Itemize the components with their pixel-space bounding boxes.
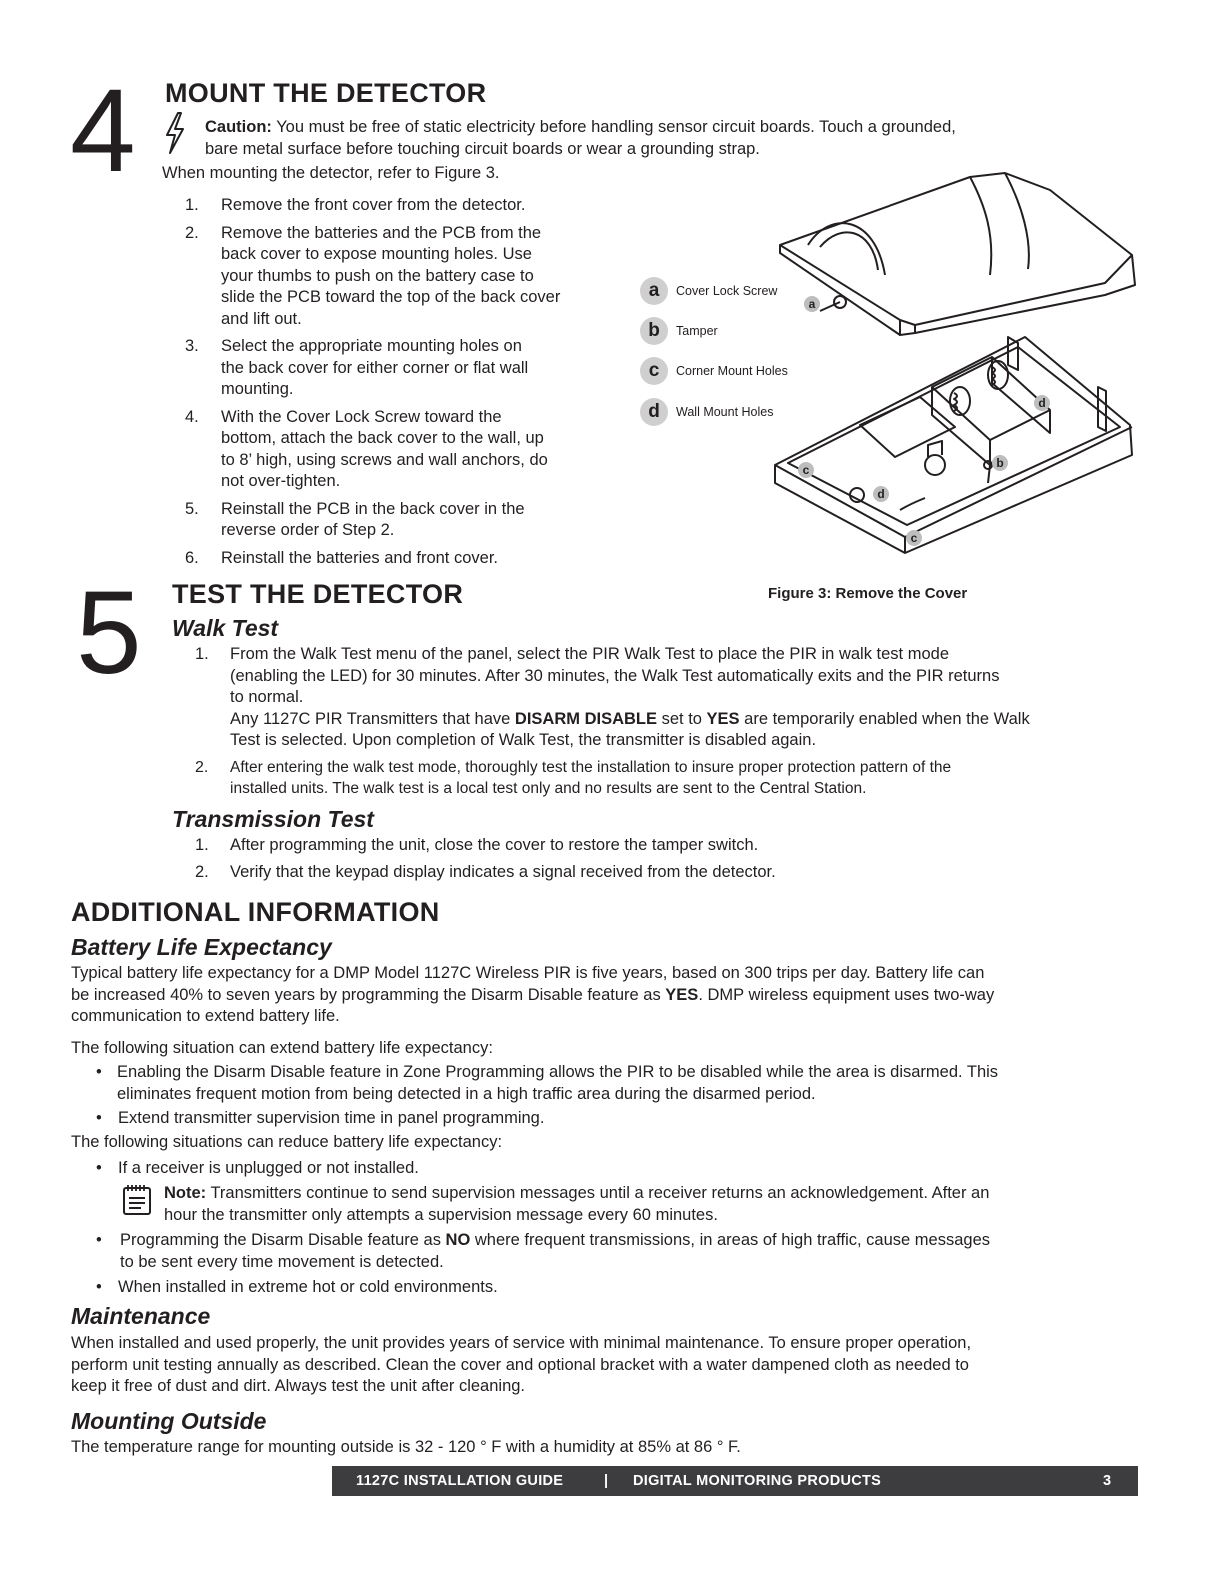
callout-letter-b: b [640, 317, 668, 345]
caution-text: Caution: You must be free of static electricity before handling sensor circuit boards. Touch a grounded, bare metal surface before touching circuit boards or wear a grounding strap. [205, 118, 956, 158]
subsection-maintenance: Maintenance [71, 1303, 211, 1329]
section-number-4: 4 [70, 65, 136, 197]
mount-steps-list [185, 195, 625, 569]
lightning-bolt-icon [162, 111, 188, 160]
note-icon [122, 1184, 152, 1221]
callout-label-a: Cover Lock Screw [676, 284, 778, 298]
list-item: • Enabling the Disarm Disable feature in Zone Programming allows the PIR to be disabled while the area is disarmed. This eliminates frequent motion from being detected in a high traffic area during the disarmed period. [96, 1063, 999, 1103]
mounting-outside-text: The temperature range for mounting outside is 32 - 120 ° F with a humidity at 85% at 86 ° F. [71, 1438, 741, 1456]
subsection-transmission-test: Transmission Test [172, 806, 374, 832]
callout-letter-d: d [640, 398, 668, 426]
callout-label-c: Corner Mount Holes [676, 364, 788, 378]
note-text: Note: Transmitters continue to send supervision messages until a receiver returns an acknowledgement. After an hour the transmitter only attempts a supervision message every 60 minutes. [164, 1184, 990, 1224]
page-footer [332, 1466, 1138, 1496]
list-item: • If a receiver is unplugged or not installed. [96, 1159, 419, 1177]
transmission-item-2: 2. Verify that the keypad display indicates a signal received from the detector. [195, 863, 776, 881]
subsection-battery-life: Battery Life Expectancy [71, 934, 332, 960]
list-item: 6. Reinstall the batteries and front cover. [185, 548, 498, 567]
reduce-bullets-2 [71, 1230, 1151, 1299]
mount-intro: When mounting the detector, refer to Figure 3. [162, 164, 500, 182]
figure-tag-c-corner: c [802, 463, 810, 477]
list-item: 1. Remove the front cover from the detector. [185, 196, 526, 214]
figure-tag-d-right: d [1038, 396, 1046, 410]
callout-a [640, 277, 777, 305]
footer-guide-title: 1127C INSTALLATION GUIDE [356, 1473, 564, 1489]
walk-test-item-1: 1. From the Walk Test menu of the panel, select the PIR Walk Test to place the PIR in walk test mode (enabling the LED) for 30 minutes. After 30 minutes, the Walk Test automatically exits and the PIR returns to normal. Any 1127C PIR Transmitters that have DISARM DISABLE set to YES are temporarily enabled when the Walk Test is selected. Upon completion of Walk Test, the transmitter is disabled again. [195, 645, 1030, 749]
list-item: 4. With the Cover Lock Screw toward the bottom, attach the back cover to the wall, up to 8’ high, using screws and wall anchors, do not over-tighten. [185, 407, 548, 490]
reduce-bullets-1 [71, 1158, 1151, 1180]
list-item: 3. Select the appropriate mounting holes on the back cover for either corner or flat wall mounting. [185, 337, 529, 398]
extend-intro: The following situation can extend battery life expectancy: [71, 1039, 493, 1057]
maintenance-paragraph: When installed and used properly, the unit provides years of service with minimal maintenance. To ensure proper operation, perform unit testing annually as described. Clean the cover and optional bracket with a water dampened cloth as needed to keep it free of dust and dirt. Always test the unit after cleaning. [71, 1334, 972, 1395]
battery-paragraph: Typical battery life expectancy for a DMP Model 1127C Wireless PIR is five years, based on 300 trips per day. Battery life can be increased 40% to seven years by programming the Disarm Disable feature as YES. DMP wireless equipment uses two-way communication to extend battery life. [71, 964, 995, 1025]
footer-page-number: 3 [1103, 1473, 1112, 1489]
list-item: • When installed in extreme hot or cold environments. [96, 1278, 498, 1296]
footer-company: DIGITAL MONITORING PRODUCTS [633, 1473, 882, 1489]
walk-test-item-2: 2. After entering the walk test mode, thoroughly test the installation to insure proper protection pattern of the installed units. The walk test is a local test only and no results are sent to the Central Station. [195, 759, 952, 797]
figure-caption: Figure 3: Remove the Cover [768, 585, 968, 602]
detector-exploded-illustration [760, 165, 1140, 560]
list-item: 5. Reinstall the PCB in the back cover in the reverse order of Step 2. [185, 499, 525, 539]
figure-tag-a: a [808, 297, 816, 311]
transmission-item-1: 1. After programming the unit, close the cover to restore the tamper switch. [195, 836, 759, 854]
figure-tag-d-center: d [877, 487, 885, 501]
figure-tag-c-bottom: c [910, 531, 918, 545]
reduce-intro: The following situations can reduce battery life expectancy: [71, 1133, 503, 1151]
section-title-mount: MOUNT THE DETECTOR [165, 78, 487, 108]
callout-letter-c: c [640, 357, 668, 385]
footer-separator: | [604, 1473, 609, 1489]
callout-b [640, 317, 718, 345]
figure-tag-b: b [996, 456, 1004, 470]
section-title-additional: ADDITIONAL INFORMATION [71, 897, 440, 927]
callout-label-d: Wall Mount Holes [676, 405, 774, 419]
subsection-walk-test: Walk Test [172, 615, 279, 641]
callout-letter-a: a [640, 277, 668, 305]
list-item: • Extend transmitter supervision time in panel programming. [96, 1109, 545, 1127]
extend-bullets [71, 1062, 1151, 1130]
list-item: • Programming the Disarm Disable feature as NO where frequent transmissions, in areas of high traffic, cause messages to be sent every time movement is detected. [96, 1231, 990, 1271]
list-item: 2. Remove the batteries and the PCB from the back cover to expose mounting holes. Use your thumbs to push on the battery case to slide the PCB toward the top of the back cover and lift out. [185, 223, 561, 328]
callout-d [640, 398, 774, 426]
callout-label-b: Tamper [676, 324, 718, 338]
section-number-5: 5 [76, 567, 142, 699]
subsection-mounting-outside: Mounting Outside [71, 1408, 267, 1434]
section-title-test: TEST THE DETECTOR [172, 579, 464, 609]
